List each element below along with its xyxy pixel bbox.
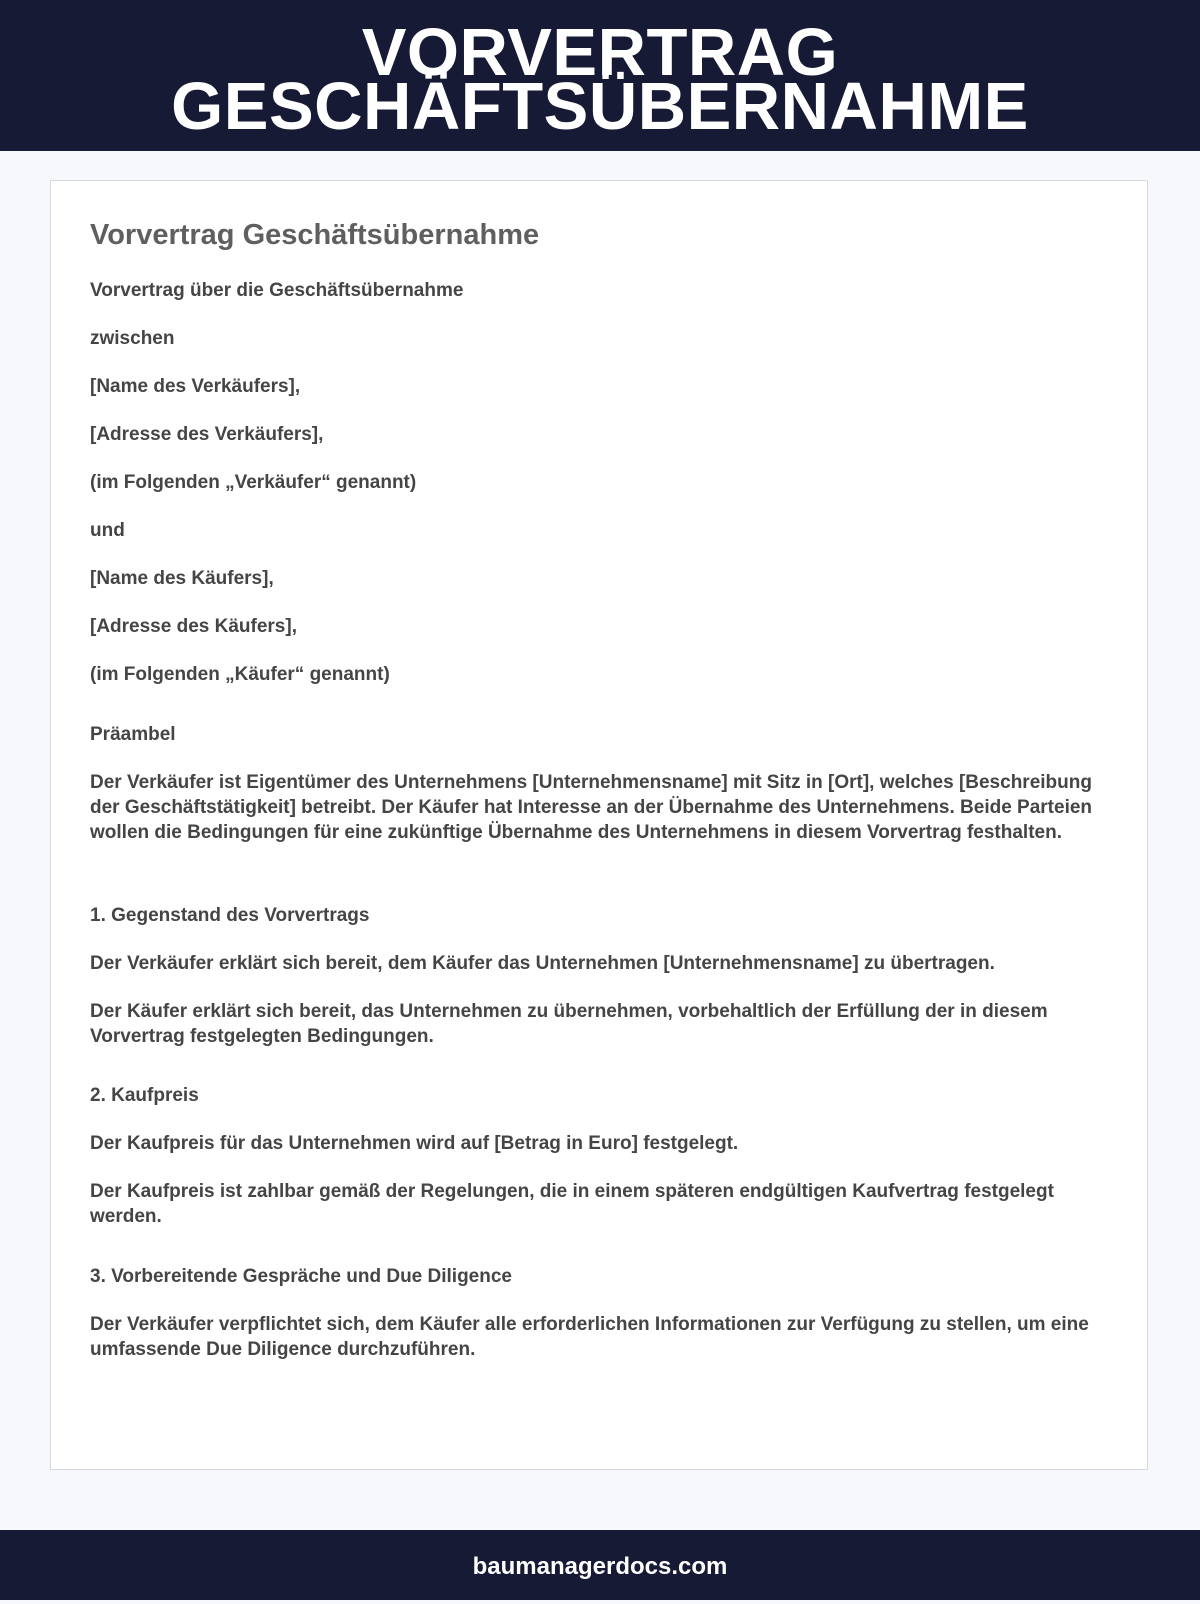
document-title: Vorvertrag Geschäftsübernahme (90, 219, 540, 251)
section-heading-preamble: Präambel (90, 724, 176, 745)
buyer-designation: (im Folgenden „Käufer“ genannt) (90, 664, 390, 685)
footer-site-link[interactable]: baumanagerdocs.com (472, 1553, 728, 1580)
seller-designation: (im Folgenden „Verkäufer“ genannt) (90, 472, 417, 493)
section-heading-price: 2. Kaufpreis (90, 1085, 199, 1106)
banner-title (0, 0, 1200, 144)
seller-name-placeholder: [Name des Verkäufers], (90, 376, 301, 397)
buyer-address-placeholder: [Adresse des Käufers], (90, 616, 297, 637)
section-heading-due-diligence: 3. Vorbereitende Gespräche und Due Diligence (90, 1266, 512, 1287)
price-paragraph-payment: Der Kaufpreis ist zahlbar gemäß der Regelungen, die in einem späteren endgültigen Kaufvertrag festgelegt werden. (90, 1181, 1054, 1227)
buyer-name-placeholder: [Name des Käufers], (90, 568, 274, 589)
between-label: zwischen (90, 328, 175, 349)
subject-paragraph-buyer: Der Käufer erklärt sich bereit, das Unternehmen zu übernehmen, vorbehaltlich der Erfüllung der in diesem Vorvertrag festgelegten Bedingungen. (90, 1001, 1048, 1047)
document-card (50, 180, 1148, 1470)
and-label: und (90, 520, 125, 541)
title-banner (0, 0, 1200, 151)
footer (0, 1530, 1200, 1600)
section-heading-subject: 1. Gegenstand des Vorvertrags (90, 905, 370, 926)
contract-heading: Vorvertrag über die Geschäftsübernahme (90, 280, 464, 301)
due-diligence-paragraph: Der Verkäufer verpflichtet sich, dem Käufer alle erforderlichen Informationen zur Verfügung zu stellen, um eine umfassende Due Diligence durchzuführen. (90, 1314, 1089, 1360)
preamble-paragraph: Der Verkäufer ist Eigentümer des Unternehmens [Unternehmensname] mit Sitz in [Ort], welches [Beschreibung der Geschäftstätigkeit] betreibt. Der Käufer hat Interesse an der Übernahme des Unternehmens. Beide Parteien wollen die Bedingungen für eine zukünftige Übernahme des Unternehmens in diesem Vorvertrag festhalten. (90, 772, 1093, 843)
banner-title-line-1: VORVERTRAG (361, 15, 839, 90)
price-paragraph-amount: Der Kaufpreis für das Unternehmen wird auf [Betrag in Euro] festgelegt. (90, 1133, 739, 1154)
seller-address-placeholder: [Adresse des Verkäufers], (90, 424, 324, 445)
subject-paragraph-seller: Der Verkäufer erklärt sich bereit, dem Käufer das Unternehmen [Unternehmensname] zu übertragen. (90, 953, 995, 974)
banner-title-line-2: GESCHÄFTSÜBERNAHME (171, 69, 1029, 144)
